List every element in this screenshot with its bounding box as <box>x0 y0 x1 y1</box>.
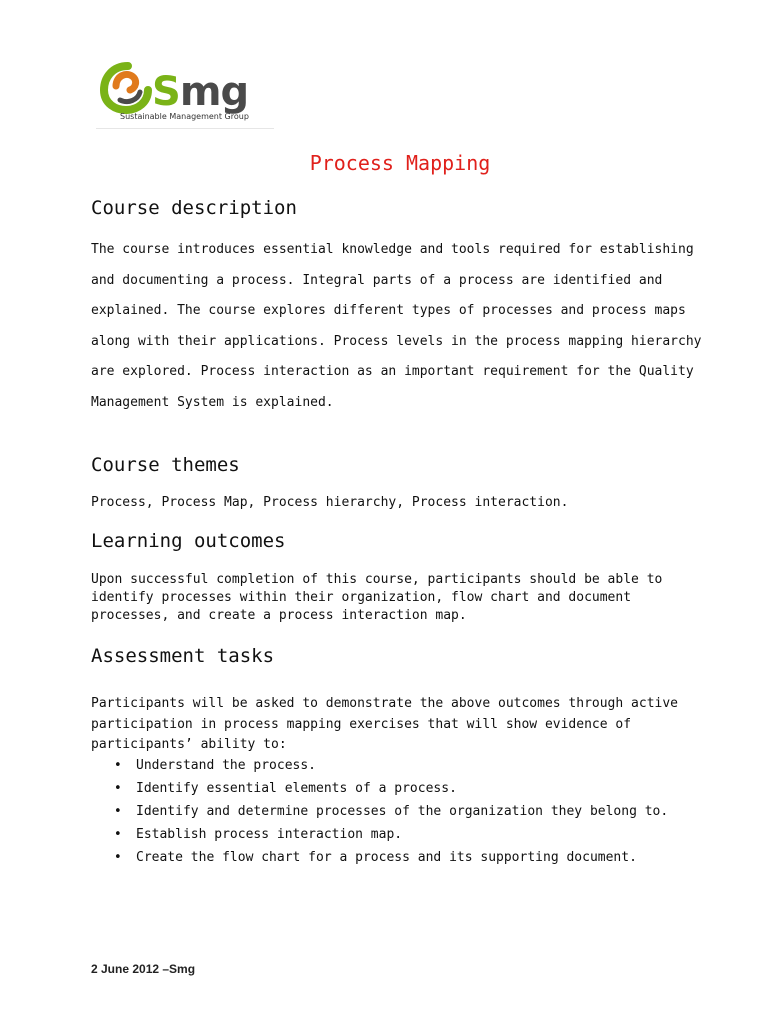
bullet-text: Understand the process. <box>136 758 317 773</box>
heading-learning-outcomes: Learning outcomes <box>91 530 286 552</box>
bullet-icon: • <box>114 850 122 865</box>
bullet-text: Identify and determine processes of the organization they belong to. <box>136 804 669 819</box>
learning-outcomes-text: Upon successful completion of this course, participants should be able to identify processes within their organization, flow chart and document processes, and create a process interaction map. <box>91 572 663 623</box>
assessment-bullet-list <box>91 756 713 871</box>
bullet-icon: • <box>114 827 122 842</box>
course-description-text: The course introduces essential knowledge and tools required for establishing and documenting a process. Integral parts of a process are identified and explained. The course explores different types of processes and process maps along with their applications. Process levels in the process mapping hierarchy are explored. Process interaction as an important requirement for the Quality Management System is explained. <box>91 242 702 410</box>
list-item <box>91 848 713 869</box>
heading-course-description: Course description <box>91 197 297 219</box>
logo-wordmark <box>152 70 248 114</box>
assessment-tasks-text: Participants will be asked to demonstrate the above outcomes through active participation in process mapping exercises that will show evidence of participants’ ability to: <box>91 696 678 752</box>
logo-tagline: Sustainable Management Group <box>120 112 249 121</box>
list-item <box>91 802 713 823</box>
bullet-icon: • <box>114 781 122 796</box>
bullet-text: Create the flow chart for a process and its supporting document. <box>136 850 637 865</box>
document-title: Process Mapping <box>309 151 491 175</box>
bullet-icon: • <box>114 758 122 773</box>
logo-divider <box>96 128 274 129</box>
heading-assessment-tasks: Assessment tasks <box>91 645 275 667</box>
smg-swirl-icon <box>98 60 158 116</box>
list-item <box>91 756 713 777</box>
logo-wordmark-s: S <box>152 69 180 115</box>
smg-logo <box>96 56 276 136</box>
heading-course-themes: Course themes <box>91 454 240 476</box>
logo-wordmark-mg: mg <box>179 69 249 115</box>
list-item <box>91 825 713 846</box>
list-item <box>91 779 713 800</box>
page-footer: 2 June 2012 –Smg <box>91 962 196 976</box>
bullet-icon: • <box>114 804 122 819</box>
course-themes-text: Process, Process Map, Process hierarchy, Process interaction. <box>91 495 569 510</box>
bullet-text: Identify essential elements of a process. <box>136 781 457 796</box>
bullet-text: Establish process interaction map. <box>136 827 403 842</box>
